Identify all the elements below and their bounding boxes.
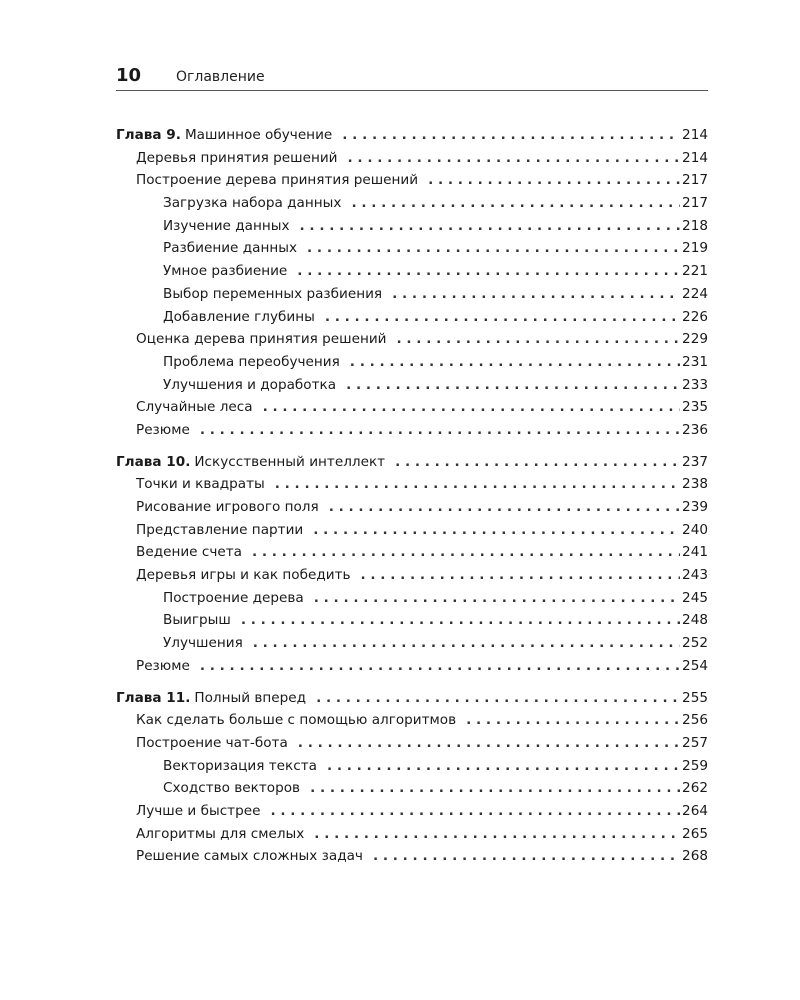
page-ref: 252	[682, 635, 708, 652]
dot-leader	[241, 609, 680, 632]
toc-section-entry[interactable]	[116, 396, 708, 419]
dot-leader	[297, 260, 680, 283]
page-ref: 239	[682, 499, 708, 515]
chapter-block	[116, 687, 708, 869]
entry-title: Сходство векторов	[163, 780, 301, 797]
chapter-block	[116, 451, 708, 678]
entry-title: Ведение счета	[136, 544, 242, 561]
dot-leader	[300, 215, 681, 238]
dot-leader	[397, 328, 681, 351]
dot-leader	[270, 800, 680, 823]
toc-section-entry[interactable]	[116, 328, 708, 351]
entry-title: Улучшения и доработка	[163, 376, 337, 393]
entry-title: Резюме	[136, 657, 190, 674]
entry-title: Оценка дерева принятия решений	[136, 331, 387, 348]
chapter-block	[116, 124, 708, 442]
dot-leader	[275, 473, 680, 496]
page-ref: 233	[682, 376, 708, 393]
page-ref: 264	[682, 802, 708, 819]
dot-leader	[395, 451, 680, 474]
dot-leader	[253, 632, 680, 655]
entry-title: Алгоритмы для смелых	[136, 825, 305, 842]
toc-subsection-entry[interactable]	[116, 283, 708, 306]
entry-title: Улучшения	[163, 635, 243, 652]
dot-leader	[327, 755, 680, 778]
page-ref: 226	[682, 308, 708, 325]
entry-title: Добавление глубины	[163, 308, 315, 325]
page-ref: 236	[682, 421, 708, 438]
dot-leader	[307, 237, 680, 260]
chapter-title-text: Машинное обучение	[184, 127, 333, 143]
page-ref: 254	[682, 657, 708, 674]
page-ref: 259	[682, 757, 708, 774]
toc-subsection-entry[interactable]	[116, 632, 708, 655]
page-ref: 238	[682, 476, 708, 493]
dot-leader	[361, 564, 681, 587]
entry-title: Построение чат-бота	[136, 734, 288, 751]
toc-section-entry[interactable]	[116, 541, 708, 564]
chapter-title	[116, 124, 332, 147]
entry-title: Лучше и быстрее	[136, 802, 261, 819]
toc-subsection-entry[interactable]	[116, 755, 708, 778]
toc-section-entry[interactable]	[116, 800, 708, 823]
dot-leader	[314, 587, 680, 610]
page-ref: 221	[682, 263, 708, 280]
dot-leader	[428, 169, 680, 192]
chapter-number: Глава 11.	[116, 689, 191, 706]
page-ref: 262	[682, 780, 708, 797]
page-ref: 214	[682, 149, 708, 166]
entry-title: Как сделать больше с помощью алгоритмов	[136, 712, 457, 729]
page-ref: 241	[682, 544, 708, 561]
entry-title: Проблема переобучения	[163, 353, 340, 370]
dot-leader	[351, 192, 680, 215]
page-ref: 243	[682, 567, 708, 584]
dot-leader	[200, 419, 680, 442]
entry-title: Случайные леса	[136, 399, 253, 416]
dot-leader	[346, 374, 680, 397]
entry-title: Деревья принятия решений	[136, 149, 338, 166]
table-of-contents	[116, 124, 708, 877]
chapter-title	[116, 687, 306, 710]
dot-leader	[298, 732, 680, 755]
dot-leader	[263, 396, 680, 419]
toc-subsection-entry[interactable]	[116, 215, 708, 238]
entry-title: Построение дерева принятия решений	[136, 172, 419, 189]
dot-leader	[316, 687, 680, 710]
dot-leader	[314, 823, 680, 846]
toc-subsection-entry[interactable]	[116, 609, 708, 632]
chapter-number: Глава 9.	[116, 127, 181, 143]
entry-title: Умное разбиение	[163, 263, 288, 280]
chapter-title	[116, 451, 385, 474]
page-ref: 245	[682, 589, 708, 606]
toc-subsection-entry[interactable]	[116, 260, 708, 283]
dot-leader	[310, 777, 680, 800]
toc-section-entry[interactable]	[116, 564, 708, 587]
chapter-heading[interactable]	[116, 451, 708, 474]
entry-title: Изучение данных	[163, 217, 290, 234]
page-ref: 265	[682, 825, 708, 842]
page-ref: 217	[682, 195, 708, 212]
toc-subsection-entry[interactable]	[116, 374, 708, 397]
dot-leader	[325, 306, 680, 329]
entry-title: Выигрыш	[163, 612, 231, 629]
chapter-heading[interactable]	[116, 687, 708, 710]
toc-section-entry[interactable]	[116, 823, 708, 846]
toc-section-entry[interactable]	[116, 655, 708, 678]
dot-leader	[313, 519, 680, 542]
entry-title: Представление партии	[136, 521, 304, 538]
toc-section-entry[interactable]	[116, 169, 708, 192]
page-number: 10	[116, 65, 142, 86]
page-ref: 217	[682, 172, 708, 189]
entry-title: Разбиение данных	[163, 240, 298, 257]
entry-title: Загрузка набора данных	[163, 195, 342, 212]
page-ref: 229	[682, 331, 708, 348]
toc-section-entry[interactable]	[116, 519, 708, 542]
toc-section-entry[interactable]	[116, 147, 708, 170]
dot-leader	[466, 709, 680, 732]
toc-subsection-entry[interactable]	[116, 777, 708, 800]
page-header	[116, 66, 708, 91]
chapter-title-text: Полный вперед	[194, 689, 307, 706]
dot-leader	[392, 283, 680, 306]
dot-leader	[348, 147, 681, 170]
page-ref: 237	[682, 453, 708, 470]
page-ref: 219	[682, 240, 708, 257]
entry-title: Резюме	[136, 421, 190, 438]
page-ref: 240	[682, 521, 708, 538]
page-ref: 256	[682, 712, 708, 729]
chapter-number: Глава 10.	[116, 453, 191, 470]
toc-subsection-entry[interactable]	[116, 237, 708, 260]
page-ref: 255	[682, 689, 708, 706]
dot-leader	[342, 124, 680, 147]
page-ref: 257	[682, 734, 708, 751]
page-ref: 224	[682, 285, 708, 302]
dot-leader	[350, 351, 680, 374]
toc-section-entry[interactable]	[116, 732, 708, 755]
toc-section-entry[interactable]	[116, 496, 708, 519]
toc-section-entry[interactable]	[116, 473, 708, 496]
entry-title: Выбор переменных разбиения	[163, 285, 383, 302]
toc-subsection-entry[interactable]	[116, 192, 708, 215]
toc-section-entry[interactable]	[116, 845, 708, 868]
page-ref: 218	[682, 217, 708, 234]
page-ref: 214	[682, 127, 708, 143]
toc-subsection-entry[interactable]	[116, 306, 708, 329]
dot-leader	[252, 541, 680, 564]
toc-section-entry[interactable]	[116, 709, 708, 732]
toc-section-entry[interactable]	[116, 419, 708, 442]
chapter-title-text: Искусственный интеллект	[194, 453, 386, 470]
page-ref: 231	[682, 353, 708, 370]
running-title: Оглавление	[176, 69, 265, 85]
dot-leader	[373, 845, 680, 868]
page-ref: 248	[682, 612, 708, 629]
entry-title: Рисование игрового поля	[136, 499, 319, 515]
entry-title: Векторизация текста	[163, 757, 317, 774]
entry-title: Решение самых сложных задач	[136, 848, 363, 865]
entry-title: Точки и квадраты	[136, 476, 265, 493]
toc-subsection-entry[interactable]	[116, 351, 708, 374]
page-ref: 235	[682, 399, 708, 416]
chapter-heading[interactable]	[116, 124, 708, 147]
entry-title: Построение дерева	[163, 589, 304, 606]
dot-leader	[329, 496, 680, 519]
entry-title: Деревья игры и как победить	[136, 567, 351, 584]
toc-subsection-entry[interactable]	[116, 587, 708, 610]
dot-leader	[200, 655, 680, 678]
page-ref: 268	[682, 848, 708, 865]
